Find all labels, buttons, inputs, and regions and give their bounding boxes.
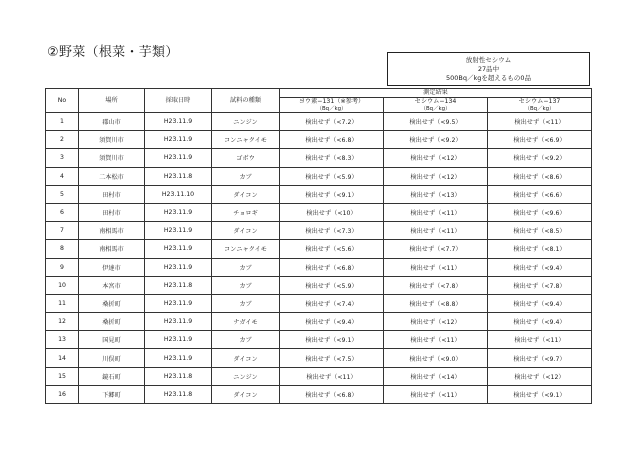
cell-date: H23.11.10 [145,185,212,203]
cell-cesium-134: 検出せず（<11） [384,203,488,221]
cell-sample: カブ [212,258,280,276]
cell-iodine-131: 検出せず（<8.3） [280,149,384,167]
cell-date: H23.11.9 [145,149,212,167]
table-row [46,385,592,403]
cell-cesium-134: 検出せず（<11） [384,258,488,276]
header-sampling-date: 採取日時 [145,89,212,113]
cell-date: H23.11.9 [145,349,212,367]
cell-cesium-134: 検出せず（<9.0） [384,349,488,367]
cell-cesium-134: 検出せず（<7.7） [384,240,488,258]
cell-cesium-134: 検出せず（<12） [384,149,488,167]
cell-cesium-137: 検出せず（<9.1） [488,385,592,403]
cell-cesium-137: 検出せず（<8.6） [488,167,592,185]
cell-iodine-131: 検出せず（<9.4） [280,313,384,331]
cell-location: 本宮市 [79,276,145,294]
cell-date: H23.11.9 [145,113,212,131]
summary-box [387,52,590,86]
cell-no: 5 [46,185,79,203]
cell-iodine-131: 検出せず（<9.1） [280,331,384,349]
cell-cesium-134: 検出せず（<7.8） [384,276,488,294]
table-row [46,203,592,221]
cell-no: 1 [46,113,79,131]
cell-iodine-131: 検出せず（<6.8） [280,131,384,149]
table-row [46,276,592,294]
cell-sample: ダイコン [212,349,280,367]
cell-date: H23.11.9 [145,240,212,258]
cell-location: 下郷町 [79,385,145,403]
cell-cesium-137: 検出せず（<12） [488,367,592,385]
header-cesium-137 [488,98,592,113]
cell-no: 9 [46,258,79,276]
table-row [46,331,592,349]
cell-location: 桑折町 [79,313,145,331]
cell-date: H23.11.9 [145,203,212,221]
cell-iodine-131: 検出せず（<7.3） [280,222,384,240]
cell-cesium-137: 検出せず（<8.1） [488,240,592,258]
cell-date: H23.11.9 [145,313,212,331]
cell-cesium-137: 検出せず（<7.8） [488,276,592,294]
cell-sample: コンニャクイモ [212,240,280,258]
cell-iodine-131: 検出せず（<10） [280,203,384,221]
cell-cesium-137: 検出せず（<9.4） [488,294,592,312]
table-row [46,113,592,131]
cell-cesium-137: 検出せず（<9.7） [488,349,592,367]
cell-iodine-131: 検出せず（<6.8） [280,385,384,403]
cell-cesium-134: 検出せず（<9.5） [384,113,488,131]
cell-iodine-131: 検出せず（<7.2） [280,113,384,131]
table-row [46,367,592,385]
header-sample-type: 試料の種類 [212,89,280,113]
header-location: 場所 [79,89,145,113]
cell-location: 郡山市 [79,113,145,131]
table-row [46,349,592,367]
header-cesium-134-unit: （Bq／kg） [420,106,451,112]
cell-cesium-137: 検出せず（<11） [488,331,592,349]
cell-cesium-137: 検出せず（<9.4） [488,313,592,331]
table-row [46,258,592,276]
cell-cesium-137: 検出せず（<6.9） [488,131,592,149]
cell-iodine-131: 検出せず（<7.5） [280,349,384,367]
cell-location: 田村市 [79,203,145,221]
cell-no: 14 [46,349,79,367]
cell-iodine-131: 検出せず（<6.8） [280,258,384,276]
table-row [46,149,592,167]
cell-iodine-131: 検出せず（<5.9） [280,276,384,294]
cell-cesium-137: 検出せず（<9.6） [488,203,592,221]
cell-date: H23.11.9 [145,331,212,349]
cell-cesium-137: 検出せず（<11） [488,113,592,131]
table-row [46,222,592,240]
cell-iodine-131: 検出せず（<5.6） [280,240,384,258]
cell-location: 二本松市 [79,167,145,185]
cell-iodine-131: 検出せず（<11） [280,367,384,385]
cell-no: 16 [46,385,79,403]
cell-cesium-134: 検出せず（<11） [384,222,488,240]
cell-location: 南相馬市 [79,222,145,240]
cell-iodine-131: 検出せず（<7.4） [280,294,384,312]
cell-location: 国見町 [79,331,145,349]
table-row [46,240,592,258]
cell-cesium-134: 検出せず（<12） [384,313,488,331]
table-row [46,294,592,312]
cell-sample: ゴボウ [212,149,280,167]
cell-date: H23.11.8 [145,367,212,385]
cell-date: H23.11.8 [145,167,212,185]
cell-location: 伊達市 [79,258,145,276]
cell-date: H23.11.9 [145,222,212,240]
cell-location: 川俣町 [79,349,145,367]
cell-no: 11 [46,294,79,312]
cell-sample: ニンジン [212,367,280,385]
table-row [46,167,592,185]
cell-cesium-134: 検出せず（<14） [384,367,488,385]
cell-date: H23.11.9 [145,131,212,149]
cell-iodine-131: 検出せず（<9.1） [280,185,384,203]
cell-sample: カブ [212,276,280,294]
header-iodine-131-label: ヨウ素−131（※参考） [298,98,365,105]
cell-cesium-134: 検出せず（<12） [384,167,488,185]
cell-date: H23.11.8 [145,385,212,403]
cell-sample: ダイコン [212,185,280,203]
cell-location: 桑折町 [79,294,145,312]
cell-sample: カブ [212,294,280,312]
cell-no: 10 [46,276,79,294]
cell-sample: ニンジン [212,113,280,131]
results-table [45,88,592,404]
header-cesium-134-label: セシウム−134 [414,98,457,105]
cell-cesium-137: 検出せず（<6.6） [488,185,592,203]
cell-sample: コンニャクイモ [212,131,280,149]
results-table-body [46,113,592,404]
header-cesium-137-unit: （Bq／kg） [524,106,555,112]
cell-sample: カブ [212,167,280,185]
cell-date: H23.11.9 [145,294,212,312]
cell-sample: ダイコン [212,385,280,403]
cell-cesium-134: 検出せず（<11） [384,385,488,403]
cell-location: 須賀川市 [79,131,145,149]
table-row [46,313,592,331]
summary-line-2: 27品中 [477,65,500,73]
header-cesium-134 [384,98,488,113]
cell-sample: チョロギ [212,203,280,221]
cell-no: 7 [46,222,79,240]
cell-cesium-137: 検出せず（<9.2） [488,149,592,167]
cell-sample: カブ [212,331,280,349]
header-results-group: 測定結果 [280,89,592,98]
cell-date: H23.11.9 [145,258,212,276]
cell-sample: ナガイモ [212,313,280,331]
cell-no: 4 [46,167,79,185]
header-iodine-unit: （Bq／kg） [316,106,347,112]
cell-no: 8 [46,240,79,258]
cell-sample: ダイコン [212,222,280,240]
cell-cesium-137: 検出せず（<8.5） [488,222,592,240]
header-cesium-137-label: セシウム−137 [518,98,561,105]
cell-no: 6 [46,203,79,221]
cell-date: H23.11.8 [145,276,212,294]
page-title: ②野菜（根菜・芋類） [47,45,179,60]
cell-cesium-137: 検出せず（<9.4） [488,258,592,276]
header-iodine-131 [280,98,384,113]
cell-no: 12 [46,313,79,331]
table-row [46,185,592,203]
table-row [46,131,592,149]
cell-cesium-134: 検出せず（<13） [384,185,488,203]
cell-no: 2 [46,131,79,149]
cell-cesium-134: 検出せず（<9.2） [384,131,488,149]
cell-cesium-134: 検出せず（<11） [384,331,488,349]
summary-line-3: 500Bq／kgを超えるもの0品 [445,74,532,82]
cell-iodine-131: 検出せず（<5.9） [280,167,384,185]
cell-cesium-134: 検出せず（<8.8） [384,294,488,312]
cell-location: 鏡石町 [79,367,145,385]
cell-location: 須賀川市 [79,149,145,167]
cell-no: 13 [46,331,79,349]
header-no: No [46,89,79,113]
cell-location: 田村市 [79,185,145,203]
cell-location: 南相馬市 [79,240,145,258]
summary-line-1: 放射性セシウム [465,56,512,64]
cell-no: 3 [46,149,79,167]
cell-no: 15 [46,367,79,385]
